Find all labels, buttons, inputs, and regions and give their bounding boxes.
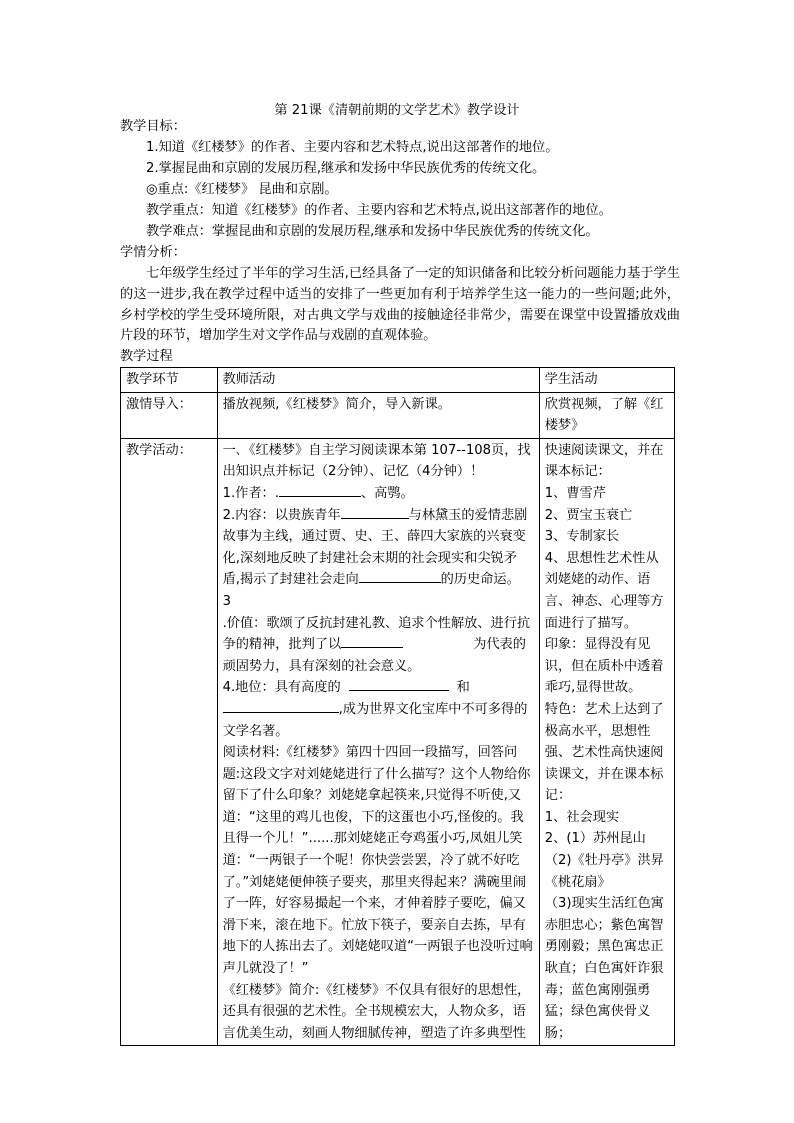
reading-material: 阅读材料:《红楼梦》第四十四回一段描写，回答问题:这段文字对刘姥姥进行了什么描写？这个人物给你留下了什么印象？刘姥姥拿起筷来,只觉得不听使,又道：“这里的鸡儿也俊，下的这蛋也小巧,怪俊的。我且得一个儿！”......那刘姥姥正夸鸡蛋小巧,凤姐儿笑道：“一两银子一个呢！你快尝尝罢，冷了就不好吃了。”刘姥姥便伸筷子要夹，那里夹得起来？满碗里闹了一阵，好容易撮起一个来，才伸着脖子要吃，偏又滑下来，滚在地下。忙放下筷子，要亲自去拣，早有地下的人拣出去了。刘姥姥叹道“一两银子也没听过响声儿就没了！” [222, 745, 533, 977]
value-item: .价值：歌颂了反抗封建礼教、追求个性解放、进行抗争的精神，批判了以 为代表的顽固势力，具有深刻的社会意义。 [222, 615, 531, 674]
header-student: 学生活动 [539, 368, 674, 393]
header-teacher: 教师活动 [217, 368, 539, 393]
teaching-focus: 教学重点：知道《红楼梦》的作者、主要内容和艺术特点,说出这部著作的地位。 [146, 203, 612, 218]
student-step: 2、(1）苏州昆山 [544, 831, 646, 847]
student-step: 3、专制家长 [544, 529, 620, 545]
fill-blank [359, 570, 441, 583]
student-step: 印象：显得没有见识，但在质朴中透着乖巧,显得世故。 [544, 637, 664, 696]
fill-blank [349, 678, 449, 691]
teacher-activity [217, 438, 539, 1046]
novel-introduction: 《红楼梦》简介:《红楼梦》不仅具有很好的思想性，还具有很强的艺术性。全书规模宏大，人物众多，语言优美生动，刻画人物细腻传神，塑造了许多典型性 [222, 982, 531, 1041]
status-item: 4.地位：具有高度的 和,成为世界文化宝库中不可多得的文学名著。 [222, 680, 528, 739]
self-study-instruction: 一､《红楼梦》自主学习阅读课本第 107--108页，找出知识点并标记（2分钟）、记忆（4分钟）！ [222, 442, 531, 480]
teaching-difficulty: 教学难点：掌握昆曲和京剧的发展历程,继承和发扬中华民族优秀的传统文化。 [146, 224, 599, 239]
goal-item-2: 2.掌握昆曲和京剧的发展历程,继承和发扬中华民族优秀的传统文化。 [146, 161, 546, 176]
student-step: 1、社会现实 [544, 809, 620, 825]
student-step: 4、思想性艺术性从刘姥姥的动作、语言、神态、心理等方面进行了描写。 [544, 550, 664, 631]
student-step: （3)现实生活红色寓赤胆忠心；紫色寓智勇刚毅；黑色寓忠正耿直；白色寓奸诈狠毒；蓝色寓刚强勇猛；绿色寓侠骨义肠； [544, 896, 664, 1041]
item-number-3: 3 [222, 593, 231, 609]
student-step: （2)《牡丹亭》洪昇《桃花扇》 [544, 853, 664, 890]
fill-blank [341, 506, 409, 519]
table-header-row [121, 368, 675, 393]
analysis-label: 学情分析： [120, 245, 186, 260]
key-points: ◎重点:《红楼梦》 昆曲和京剧。 [146, 182, 338, 197]
fill-blank [223, 700, 339, 713]
analysis-paragraph [120, 264, 680, 347]
student-step: 2、贾宝玉衰亡 [544, 507, 633, 523]
student-step: 特色：艺术上达到了极高水平，思想性强、艺术性高快速阅读课文，并在课本标记： [544, 701, 664, 804]
analysis-text: 七年级学生经过了半年的学习生活,已经具备了一定的知识储备和比较分析问题能力基于学生的这一进步,我在教学过程中适当的安排了一些更加有利于培养学生这一能力的一些问题;此外，乡村学校的学生受环境所限，对古典文学与戏曲的接触途径非常少，需要在课堂中设置播放戏曲片段的环节，增加学生对文学作品与戏剧的直观体验。 [120, 266, 680, 344]
student-step: 快速阅读课文，并在课本标记： [544, 442, 664, 480]
process-label: 教学过程 [120, 349, 173, 364]
document-title: 第 21课《清朝前期的文学艺术》教学设计 [274, 103, 520, 118]
author-item: 1.作者：. 、高鹗。 [222, 485, 414, 501]
student-activity [539, 438, 674, 1046]
fill-blank [279, 484, 361, 497]
fill-blank [341, 635, 403, 648]
stage-intro: 激情导入： [121, 392, 218, 438]
stage-activity: 教学活动： [121, 438, 218, 1046]
goal-item-1: 1.知道《红楼梦》的作者、主要内容和艺术特点,说出这部著作的地位。 [146, 140, 559, 155]
table-row [121, 392, 675, 438]
content-item: 2.内容：以贵族青年 与林黛玉的爱情悲剧故事为主线，通过贾、史、王、薛四大家族的兴衰变化,深刻地反映了封建社会末期的社会现实和尖锐矛盾,揭示了封建社会走向 的历史命运。 [222, 507, 528, 588]
teacher-intro: 播放视频,《红楼梦》简介，导入新课。 [217, 392, 539, 438]
table-row [121, 438, 675, 1046]
student-step: 1、曹雪芹 [544, 485, 606, 501]
student-intro: 欣赏视频，了解《红楼梦》 [539, 392, 674, 438]
process-table [120, 367, 675, 1046]
header-stage: 教学环节 [121, 368, 218, 393]
goals-label: 教学目标： [120, 119, 186, 134]
